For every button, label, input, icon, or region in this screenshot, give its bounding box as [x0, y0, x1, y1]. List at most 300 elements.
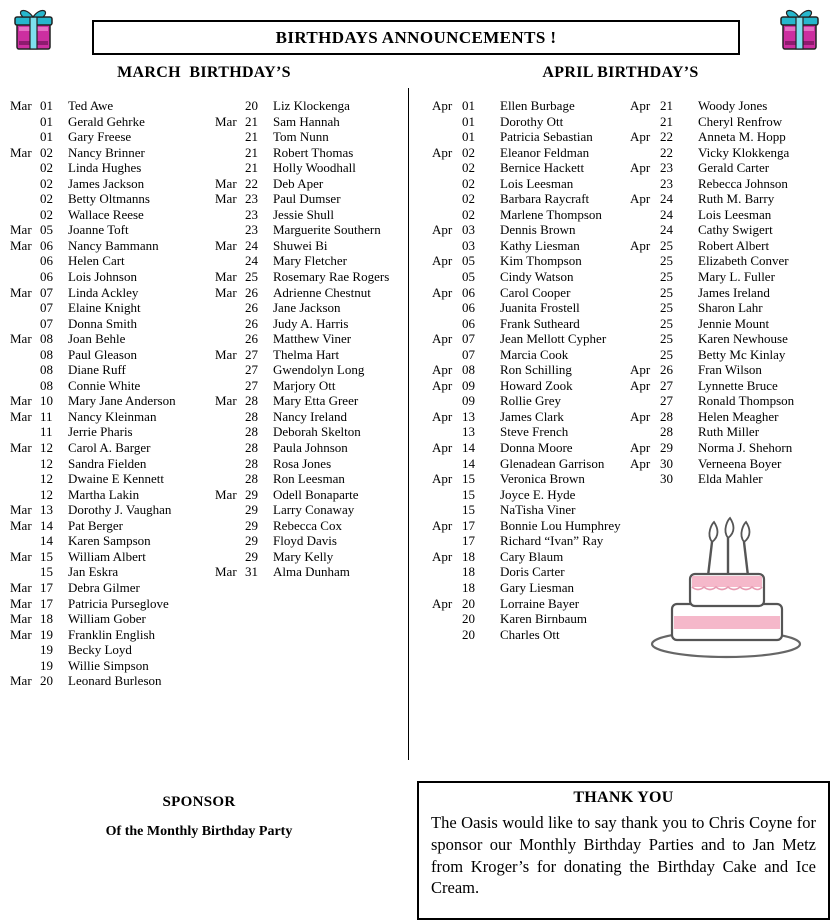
birthday-row — [215, 564, 407, 580]
person-name: Linda Ackley — [68, 284, 139, 300]
person-name: Howard Zook — [500, 377, 573, 393]
month-abbrev — [10, 424, 40, 440]
month-abbrev — [215, 316, 245, 332]
day-number: 02 — [40, 175, 53, 191]
day-number: 27 — [660, 377, 673, 393]
birthday-row — [432, 285, 628, 301]
month-abbrev: Apr — [432, 362, 453, 378]
month-abbrev — [10, 564, 40, 580]
march-birthday-list-left — [10, 98, 210, 689]
birthday-row — [10, 533, 210, 549]
birthday-row — [630, 456, 830, 472]
day-number: 11 — [40, 424, 53, 440]
person-name: Matthew Viner — [273, 331, 352, 347]
day-number: 13 — [462, 424, 475, 440]
day-number: 02 — [462, 206, 475, 222]
day-number: 21 — [245, 129, 258, 145]
person-name: Mary Etta Greer — [273, 393, 359, 409]
birthday-row — [215, 409, 407, 425]
person-name: Joanne Toft — [68, 222, 129, 238]
month-abbrev: Mar — [215, 564, 237, 580]
day-number: 11 — [40, 408, 53, 424]
person-name: Diane Ruff — [68, 362, 126, 378]
month-abbrev — [10, 658, 40, 674]
day-number: 07 — [462, 331, 475, 347]
month-abbrev: Mar — [10, 611, 32, 627]
march-section-title: MARCH BIRTHDAY’S — [117, 64, 291, 81]
birthday-row — [215, 160, 407, 176]
month-abbrev: Mar — [10, 144, 32, 160]
person-name: NaTisha Viner — [500, 502, 576, 518]
day-number: 25 — [660, 300, 673, 316]
month-abbrev — [432, 129, 462, 145]
month-abbrev — [215, 331, 245, 347]
person-name: Gwendolyn Long — [273, 362, 365, 378]
birthday-row — [10, 145, 210, 161]
month-abbrev — [215, 440, 245, 456]
person-name: Ruth M. Barry — [698, 191, 775, 207]
person-name: James Ireland — [698, 284, 770, 300]
person-name: Eleanor Feldman — [500, 144, 590, 160]
person-name: Rebecca Johnson — [698, 175, 788, 191]
birthday-row — [432, 145, 628, 161]
day-number: 25 — [660, 331, 673, 347]
day-number: 21 — [660, 98, 673, 113]
month-abbrev — [630, 222, 660, 238]
person-name: Rollie Grey — [500, 393, 562, 409]
month-abbrev: Apr — [432, 408, 453, 424]
day-number: 01 — [40, 113, 53, 129]
person-name: Ronald Thompson — [698, 393, 795, 409]
month-abbrev — [215, 409, 245, 425]
month-abbrev: Mar — [215, 175, 237, 191]
person-name: William Gober — [68, 611, 146, 627]
month-abbrev — [432, 316, 462, 332]
day-number: 28 — [660, 408, 673, 424]
month-abbrev — [10, 191, 40, 207]
birthday-row — [432, 114, 628, 130]
birthday-row — [432, 596, 628, 612]
birthday-row — [10, 456, 210, 472]
month-abbrev: Apr — [432, 253, 453, 269]
person-name: Nancy Bammann — [68, 237, 159, 253]
person-name: Nancy Brinner — [68, 144, 145, 160]
birthday-row — [215, 456, 407, 472]
month-abbrev: Mar — [10, 98, 32, 113]
day-number: 01 — [462, 113, 475, 129]
day-number: 17 — [462, 517, 475, 533]
person-name: Barbara Raycraft — [500, 191, 590, 207]
day-number: 26 — [660, 362, 673, 378]
month-abbrev — [10, 642, 40, 658]
person-name: Lois Leesman — [698, 206, 772, 222]
birthday-row — [215, 533, 407, 549]
month-abbrev — [215, 549, 245, 565]
day-number: 25 — [660, 346, 673, 362]
month-abbrev — [630, 316, 660, 332]
birthday-row — [215, 471, 407, 487]
day-number: 09 — [462, 393, 475, 409]
day-number: 05 — [462, 253, 475, 269]
birthday-row — [10, 238, 210, 254]
person-name: Karen Newhouse — [698, 331, 788, 347]
person-name: Kathy Liesman — [500, 237, 580, 253]
month-abbrev: Mar — [10, 579, 32, 595]
birthday-row — [10, 627, 210, 643]
day-number: 08 — [40, 331, 53, 347]
month-abbrev — [215, 456, 245, 472]
day-number: 29 — [245, 517, 258, 533]
birthday-row — [215, 331, 407, 347]
person-name: Lynnette Bruce — [698, 377, 778, 393]
month-abbrev: Apr — [432, 517, 453, 533]
month-abbrev: Apr — [630, 408, 651, 424]
person-name: Ron Leesman — [273, 471, 345, 487]
month-abbrev — [630, 424, 660, 440]
birthday-row — [10, 378, 210, 394]
birthday-row — [215, 487, 407, 503]
person-name: Ted Awe — [68, 98, 114, 113]
month-abbrev: Mar — [215, 269, 237, 285]
column-divider — [408, 88, 409, 760]
birthday-row — [10, 222, 210, 238]
person-name: Willie Simpson — [68, 657, 149, 673]
birthday-row — [432, 533, 628, 549]
month-abbrev — [432, 487, 462, 503]
day-number: 02 — [462, 191, 475, 207]
day-number: 18 — [462, 579, 475, 595]
month-abbrev — [10, 176, 40, 192]
day-number: 01 — [462, 129, 475, 145]
day-number: 20 — [40, 673, 53, 689]
day-number: 28 — [245, 424, 258, 440]
person-name: Cathy Swigert — [698, 222, 773, 238]
person-name: Norma J. Shehorn — [698, 440, 793, 456]
month-abbrev — [215, 424, 245, 440]
person-name: Rebecca Cox — [273, 517, 342, 533]
day-number: 07 — [462, 346, 475, 362]
person-name: Bernice Hackett — [500, 160, 585, 176]
month-abbrev: Apr — [432, 440, 453, 456]
month-abbrev — [215, 378, 245, 394]
day-number: 27 — [245, 377, 258, 393]
day-number: 27 — [245, 346, 258, 362]
day-number: 26 — [245, 331, 258, 347]
day-number: 12 — [40, 471, 53, 487]
april-birthday-list-right — [630, 98, 830, 487]
day-number: 19 — [40, 657, 53, 673]
day-number: 27 — [245, 362, 258, 378]
birthday-row — [10, 440, 210, 456]
gift-icon — [776, 5, 824, 60]
month-abbrev — [215, 145, 245, 161]
person-name: Becky Loyd — [68, 642, 132, 658]
day-number: 13 — [40, 502, 53, 518]
day-number: 24 — [245, 237, 258, 253]
day-number: 29 — [245, 548, 258, 564]
day-number: 28 — [245, 440, 258, 456]
person-name: Jerrie Pharis — [68, 424, 133, 440]
day-number: 26 — [245, 284, 258, 300]
person-name: Wallace Reese — [68, 206, 144, 222]
day-number: 30 — [660, 471, 673, 487]
birthday-row — [10, 191, 210, 207]
person-name: Frank Sutheard — [500, 315, 580, 331]
month-abbrev — [630, 145, 660, 161]
birthday-row — [630, 347, 830, 363]
person-name: Donna Moore — [500, 440, 573, 456]
birthday-row — [10, 114, 210, 130]
day-number: 07 — [40, 315, 53, 331]
day-number: 20 — [462, 611, 475, 627]
month-abbrev — [10, 160, 40, 176]
day-number: 28 — [245, 455, 258, 471]
day-number: 12 — [40, 440, 53, 456]
birthday-row — [215, 98, 407, 114]
day-number: 07 — [40, 300, 53, 316]
birthday-row — [432, 98, 628, 114]
thank-you-body: The Oasis would like to say thank you to Chris Coyne for sponsor our Monthly Birthday Parties and to Jan Metz from Kroger’s for donating the Birthday Cake and Ice Cream. — [431, 813, 816, 898]
person-name: Paul Dumser — [273, 191, 341, 207]
day-number: 21 — [660, 113, 673, 129]
day-number: 05 — [40, 222, 53, 238]
day-number: 29 — [245, 486, 258, 502]
person-name: Rosa Jones — [273, 455, 332, 471]
month-abbrev — [215, 222, 245, 238]
month-abbrev — [215, 362, 245, 378]
person-name: Patricia Sebastian — [500, 129, 593, 145]
person-name: Sam Hannah — [273, 113, 340, 129]
person-name: Pat Berger — [68, 517, 123, 533]
birthday-row — [215, 316, 407, 332]
day-number: 02 — [462, 175, 475, 191]
birthday-row — [10, 611, 210, 627]
day-number: 24 — [660, 206, 673, 222]
month-abbrev: Mar — [10, 237, 32, 253]
month-abbrev: Mar — [215, 284, 237, 300]
birthday-row — [10, 549, 210, 565]
birthday-row — [10, 176, 210, 192]
person-name: Holly Woodhall — [273, 160, 356, 176]
month-abbrev — [432, 207, 462, 223]
birthday-row — [215, 238, 407, 254]
month-abbrev: Apr — [630, 129, 651, 145]
day-number: 23 — [245, 191, 258, 207]
day-number: 19 — [40, 642, 53, 658]
person-name: Betty Mc Kinlay — [698, 346, 786, 362]
birthday-row — [10, 564, 210, 580]
day-number: 21 — [245, 113, 258, 129]
birthday-row — [10, 269, 210, 285]
person-name: Mary Jane Anderson — [68, 393, 176, 409]
month-abbrev — [432, 627, 462, 643]
month-abbrev — [432, 300, 462, 316]
birthday-row — [215, 269, 407, 285]
month-abbrev: Apr — [630, 440, 651, 456]
person-name: Robert Thomas — [273, 144, 354, 160]
person-name: Vicky Klokkenga — [698, 144, 790, 160]
day-number: 08 — [40, 377, 53, 393]
birthday-row — [432, 316, 628, 332]
birthday-row — [432, 191, 628, 207]
month-abbrev — [630, 285, 660, 301]
day-number: 03 — [462, 237, 475, 253]
day-number: 12 — [40, 455, 53, 471]
person-name: Lorraine Bayer — [500, 595, 580, 611]
day-number: 08 — [40, 346, 53, 362]
birthday-row — [630, 269, 830, 285]
month-abbrev: Mar — [10, 502, 32, 518]
person-name: Ron Schilling — [500, 362, 572, 378]
person-name: Carol Cooper — [500, 284, 571, 300]
month-abbrev: Apr — [432, 284, 453, 300]
day-number: 08 — [40, 362, 53, 378]
person-name: Bonnie Lou Humphrey — [500, 517, 621, 533]
month-abbrev — [432, 502, 462, 518]
person-name: Anneta M. Hopp — [698, 129, 786, 145]
day-number: 23 — [245, 206, 258, 222]
day-number: 02 — [40, 160, 53, 176]
month-abbrev — [10, 253, 40, 269]
birthday-row — [10, 300, 210, 316]
day-number: 22 — [660, 129, 673, 145]
person-name: Charles Ott — [500, 626, 560, 642]
birthday-row — [215, 285, 407, 301]
birthday-row — [630, 362, 830, 378]
birthday-row — [630, 114, 830, 130]
person-name: Thelma Hart — [273, 346, 340, 362]
person-name: Deb Aper — [273, 175, 324, 191]
person-name: Helen Meagher — [698, 408, 779, 424]
day-number: 02 — [462, 144, 475, 160]
birthday-row — [432, 347, 628, 363]
person-name: Doris Carter — [500, 564, 565, 580]
day-number: 25 — [660, 237, 673, 253]
birthday-row — [215, 347, 407, 363]
person-name: Leonard Burleson — [68, 673, 162, 689]
birthday-row — [630, 145, 830, 161]
birthday-row — [432, 331, 628, 347]
person-name: Donna Smith — [68, 315, 137, 331]
birthday-row — [10, 673, 210, 689]
person-name: Debra Gilmer — [68, 579, 140, 595]
birthday-row — [432, 471, 628, 487]
person-name: Robert Albert — [698, 237, 770, 253]
person-name: Deborah Skelton — [273, 424, 361, 440]
day-number: 17 — [462, 533, 475, 549]
day-number: 25 — [660, 269, 673, 285]
birthday-row — [10, 160, 210, 176]
day-number: 23 — [660, 160, 673, 176]
day-number: 29 — [245, 533, 258, 549]
birthday-row — [630, 191, 830, 207]
day-number: 21 — [245, 160, 258, 176]
birthday-row — [432, 424, 628, 440]
month-abbrev — [630, 300, 660, 316]
month-abbrev — [215, 207, 245, 223]
day-number: 07 — [40, 284, 53, 300]
person-name: Karen Sampson — [68, 533, 151, 549]
month-abbrev: Apr — [630, 237, 651, 253]
month-abbrev: Mar — [10, 626, 32, 642]
day-number: 22 — [660, 144, 673, 160]
month-abbrev — [432, 533, 462, 549]
month-abbrev — [215, 300, 245, 316]
month-abbrev — [432, 238, 462, 254]
day-number: 14 — [462, 440, 475, 456]
person-name: Cary Blaum — [500, 548, 564, 564]
month-abbrev — [10, 129, 40, 145]
person-name: Marcia Cook — [500, 346, 569, 362]
month-abbrev — [630, 471, 660, 487]
birthday-row — [215, 222, 407, 238]
month-abbrev — [10, 471, 40, 487]
person-name: Kim Thompson — [500, 253, 582, 269]
person-name: Rosemary Rae Rogers — [273, 269, 390, 285]
day-number: 02 — [40, 206, 53, 222]
birthday-row — [215, 129, 407, 145]
birthday-row — [10, 642, 210, 658]
month-abbrev: Apr — [432, 222, 453, 238]
birthday-row — [630, 440, 830, 456]
day-number: 02 — [40, 191, 53, 207]
month-abbrev — [10, 316, 40, 332]
person-name: Gerald Carter — [698, 160, 770, 176]
day-number: 06 — [462, 284, 475, 300]
day-number: 17 — [40, 595, 53, 611]
birthday-row — [215, 300, 407, 316]
month-abbrev — [10, 533, 40, 549]
person-name: Dennis Brown — [500, 222, 576, 238]
month-abbrev — [432, 114, 462, 130]
birthday-row — [215, 549, 407, 565]
birthday-row — [432, 487, 628, 503]
birthday-row — [432, 611, 628, 627]
birthday-row — [432, 549, 628, 565]
month-abbrev — [10, 362, 40, 378]
day-number: 25 — [245, 269, 258, 285]
sponsor-subheading: Of the Monthly Birthday Party — [105, 824, 293, 839]
month-abbrev: Apr — [630, 191, 651, 207]
birthday-row — [10, 316, 210, 332]
day-number: 25 — [660, 315, 673, 331]
month-abbrev: Mar — [215, 393, 237, 409]
day-number: 29 — [245, 502, 258, 518]
month-abbrev: Mar — [10, 517, 32, 533]
person-name: Cheryl Renfrow — [698, 113, 783, 129]
month-abbrev — [630, 347, 660, 363]
birthday-row — [10, 487, 210, 503]
person-name: Adrienne Chestnut — [273, 284, 371, 300]
person-name: Elizabeth Conver — [698, 253, 789, 269]
birthday-row — [215, 502, 407, 518]
day-number: 30 — [660, 455, 673, 471]
birthday-row — [432, 564, 628, 580]
birthday-row — [630, 160, 830, 176]
announcements-header — [92, 20, 740, 55]
birthday-row — [215, 424, 407, 440]
sponsor-heading: SPONSOR — [162, 794, 236, 810]
month-abbrev — [215, 253, 245, 269]
month-abbrev — [10, 207, 40, 223]
day-number: 02 — [40, 144, 53, 160]
day-number: 28 — [245, 408, 258, 424]
month-abbrev: Apr — [432, 98, 453, 113]
person-name: Alma Dunham — [273, 564, 350, 580]
day-number: 10 — [40, 393, 53, 409]
month-abbrev: Mar — [10, 408, 32, 424]
page-title: BIRTHDAYS ANNOUNCEMENTS ! — [275, 27, 557, 47]
